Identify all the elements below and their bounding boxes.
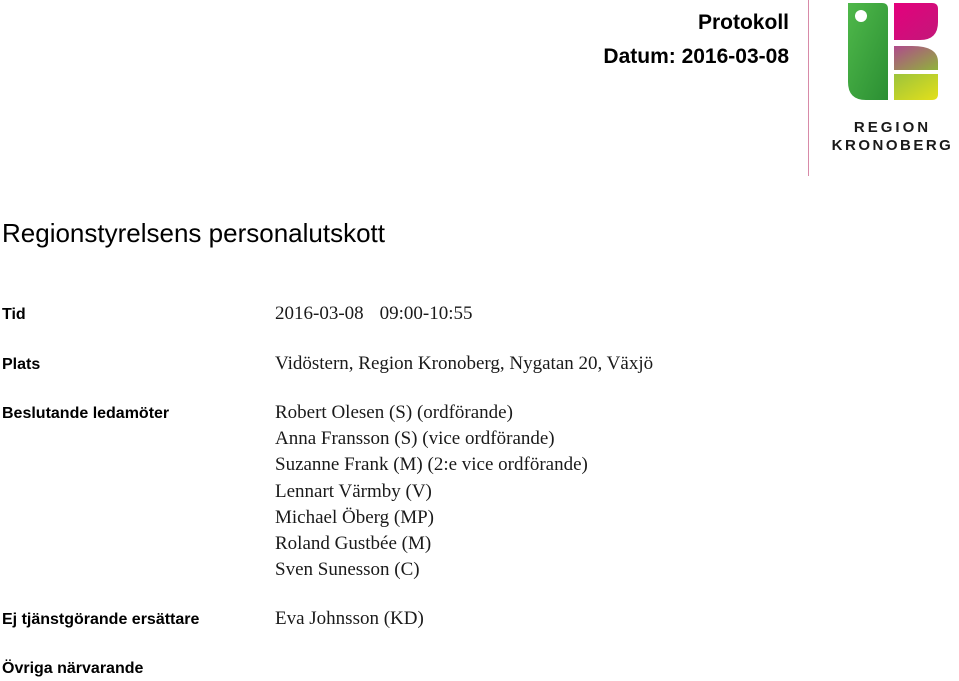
plats-text: Vidöstern, Region Kronoberg, Nygatan 20, Växjö [275, 353, 654, 374]
ersattare-label: Ej tjänstgörande ersättare [2, 611, 200, 628]
logo-text-kronoberg: KRONOBERG [831, 137, 954, 154]
list-item: Sven Sunesson (C) [275, 559, 420, 581]
tid-date: 2016-03-08 [275, 303, 364, 324]
header-divider [808, 0, 809, 176]
logo-mark-icon [826, 0, 959, 110]
list-item: Lennart Värmby (V) [275, 480, 432, 502]
plats-label: Plats [2, 356, 41, 373]
tid-value [275, 301, 473, 327]
document-date: Datum: 2016-03-08 [603, 45, 789, 68]
plats-value [275, 351, 653, 377]
list-item: Suzanne Frank (M) (2:e vice ordförande) [275, 454, 588, 476]
list-item: Michael Öberg (MP) [275, 506, 435, 528]
document-header [603, 6, 789, 74]
logo-text-region: REGION [853, 119, 932, 136]
list-item: Anna Fransson (S) (vice ordförande) [275, 428, 555, 450]
document-type: Protokoll [697, 11, 789, 34]
list-item: Robert Olesen (S) (ordförande) [275, 402, 513, 423]
tid-label: Tid [2, 306, 26, 323]
ersattare-text: Eva Johnsson (KD) [275, 608, 424, 629]
ersattare-value [275, 606, 424, 632]
beslutande-list [275, 400, 588, 583]
tid-time: 09:00-10:55 [379, 303, 473, 324]
beslutande-label: Beslutande ledamöter [2, 405, 170, 422]
ovriga-label: Övriga närvarande [2, 660, 144, 677]
list-item: Roland Gustbée (M) [275, 533, 432, 555]
page-title: Regionstyrelsens personalutskott [2, 218, 385, 248]
